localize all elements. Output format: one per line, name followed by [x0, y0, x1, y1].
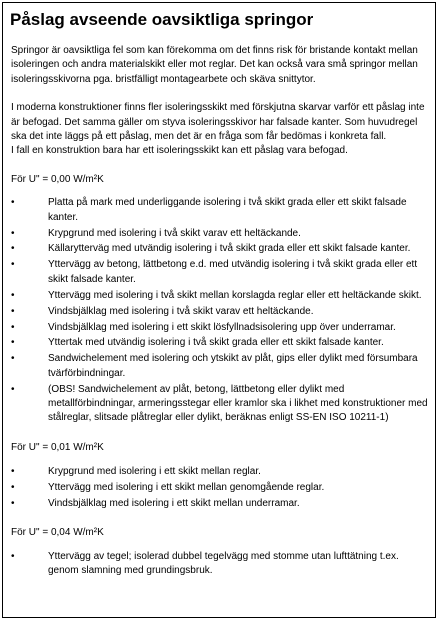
- list-item: • Vindsbjälklag med isolering i två skikt varav ett heltäckande.: [11, 305, 428, 319]
- bullet-icon: •: [11, 383, 15, 395]
- bullet-icon: •: [11, 289, 15, 301]
- bullet-list: [11, 550, 428, 579]
- document-body: [3, 44, 435, 579]
- section-heading: För U" = 0,01 W/m²K: [11, 442, 104, 454]
- second-paragraph: I moderna konstruktioner finns fler isoleringsskikt med förskjutna skarvar varför ett påslag inte är befogad. Det samma gäller om styva isoleringsskivor har falsade kanter. Som huvudregel ska det inte läggs på ett påslag, men det är en fråga som får bedömas i konkreta fall.: [11, 102, 425, 143]
- bullet-icon: •: [11, 197, 15, 209]
- page-title: Påslag avseende oavsiktliga springor: [10, 10, 314, 29]
- list-item: • Yttervägg med isolering i ett skikt mellan genomgående reglar.: [11, 481, 428, 495]
- list-item: • Platta på mark med underliggande isolering i två skikt grada eller ett skikt falsade kanter.: [11, 197, 407, 223]
- bullet-icon: •: [11, 259, 15, 271]
- document-page: [2, 2, 436, 618]
- bullet-icon: •: [11, 497, 15, 509]
- bullet-icon: •: [11, 465, 15, 477]
- bullet-icon: •: [11, 321, 15, 333]
- bullet-icon: •: [11, 305, 15, 317]
- list-item: • Källarytterväg med utvändig isolering i två skikt grada eller ett skikt falsade kanter.: [11, 242, 428, 256]
- list-item: • Krypgrund med isolering i två skikt varav ett heltäckande.: [11, 227, 428, 241]
- list-item: • Vindsbjälklag med isolering i ett skikt lösfyllnadsisolering upp över underramar.: [11, 321, 428, 335]
- list-item: • Yttervägg med isolering i två skikt mellan korslagda reglar eller ett heltäckande skikt.: [11, 289, 428, 303]
- list-item: • Vindsbjälklag med isolering i ett skikt mellan underramar.: [11, 497, 428, 511]
- bullet-icon: •: [11, 550, 15, 562]
- list-item: • Krypgrund med isolering i ett skikt mellan reglar.: [11, 465, 428, 479]
- list-item: • Sandwichelement med isolering och ytskikt av plåt, gips eller dylikt med försumbara tvärförbindningar.: [11, 353, 418, 379]
- bullet-list: [11, 465, 428, 511]
- list-item: • (OBS! Sandwichelement av plåt, betong, lättbetong eller dylikt med metallförbindningar, armeringsstegar eller kramlor ska i likhet med konstruktioner med stålreglar, slitsade plåtreglar eller dylikt, beräknas enligt SS-EN ISO 10211-1): [11, 383, 428, 424]
- list-item: • Yttervägg av tegel; isolerad dubbel tegelvägg med stomme utan lufttätning t.ex. genom slamning med grundingsbruk.: [11, 550, 399, 577]
- bullet-icon: •: [11, 243, 15, 255]
- section-heading: För U" = 0,04 W/m²K: [11, 527, 104, 539]
- section-heading: För U" = 0,00 W/m²K: [11, 173, 104, 185]
- list-item: • Yttertak med utvändig isolering i två skikt grada eller ett skikt falsade kanter.: [11, 336, 428, 350]
- intro-paragraph: Springor är oavsiktliga fel som kan förekomma om det finns risk för bristande kontakt mellan isoleringen och andra materialskikt eller mot reglar. Det kan också vara små springor mellan isoleringsskivorna pga. bristfälligt montagearbete och skäva snittytor.: [11, 45, 418, 85]
- list-item: • Yttervägg av betong, lättbetong e.d. med utvändig isolering i två skikt grada eller ett skikt falsade kanter.: [11, 259, 418, 285]
- bullet-icon: •: [11, 481, 15, 493]
- bullet-icon: •: [11, 353, 15, 365]
- third-paragraph: I fall en konstruktion bara har ett isoleringsskikt kan ett påslag vara befogad.: [11, 145, 348, 157]
- bullet-icon: •: [11, 337, 15, 349]
- bullet-icon: •: [11, 227, 15, 239]
- bullet-list: [11, 196, 428, 426]
